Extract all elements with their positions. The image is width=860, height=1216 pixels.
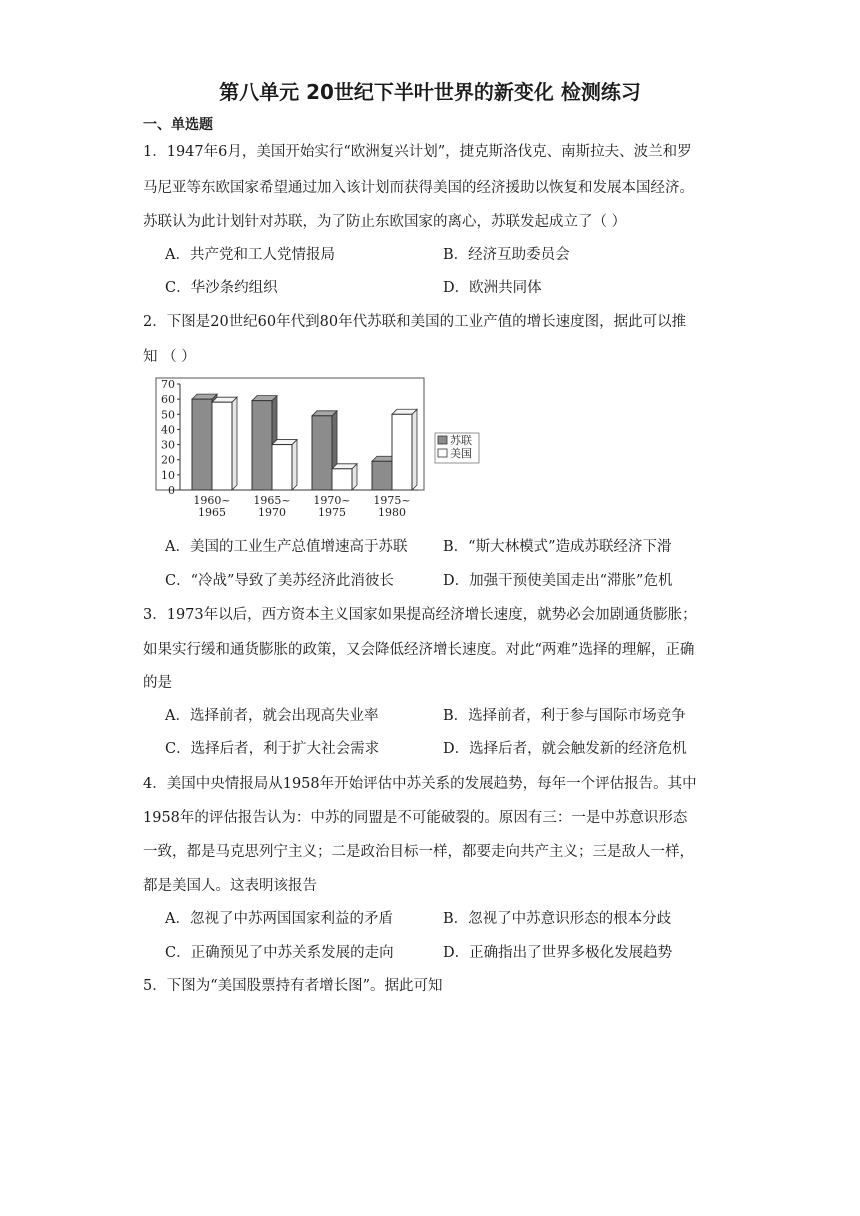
y-tick-label: 20 (161, 453, 175, 467)
x-tick-label: 1970 (258, 506, 286, 519)
legend-swatch (438, 436, 447, 444)
bar-ussr (372, 461, 392, 490)
q4-option-a: A．忽视了中苏两国国家利益的矛盾 (165, 911, 393, 927)
q3-option-a: A．选择前者，就会出现高失业率 (165, 708, 379, 724)
q1-line-3: 苏联认为此计划针对苏联，为了防止东欧国家的离心，苏联发起成立了（ ） (143, 214, 627, 230)
q1-option-c: C．华沙条约组织 (165, 280, 278, 296)
q4-option-d: D．正确指出了世界多极化发展趋势 (443, 945, 673, 961)
q3-line-1: 3．1973年以后，西方资本主义国家如果提高经济增长速度，就势必会加剧通货膨胀； (143, 607, 697, 623)
bar-side (292, 440, 297, 490)
section-heading: 一、单选题 (143, 117, 213, 133)
y-tick-label: 30 (161, 438, 175, 452)
q1-line-1: 1．1947年6月，美国开始实行“欧洲复兴计划”，捷克斯洛伐克、南斯拉夫、波兰和罗 (143, 144, 692, 160)
bar-side (232, 397, 237, 490)
y-tick-label: 0 (168, 484, 175, 497)
legend-swatch (438, 449, 447, 457)
q2-option-d: D．加强干预使美国走出“滞胀”危机 (443, 573, 673, 589)
growth-bar-chart (148, 374, 498, 524)
q3-option-c: C．选择后者，利于扩大社会需求 (165, 741, 380, 757)
q4-option-b: B．忽视了中苏意识形态的根本分歧 (443, 911, 672, 927)
legend-label: 苏联 (450, 434, 472, 447)
y-tick-label: 10 (161, 468, 175, 482)
bar-ussr (252, 401, 272, 490)
bar-top (392, 409, 417, 414)
q3-line-3: 的是 (143, 675, 172, 691)
x-tick-label: 1965~ (253, 494, 291, 507)
bar-top (192, 394, 217, 399)
q4-option-c: C．正确预见了中苏关系发展的走向 (165, 945, 394, 961)
bar-ussr (192, 399, 212, 490)
q1-option-b: B．经济互助委员会 (443, 247, 570, 263)
q2-line-2: 知 （ ） (143, 349, 196, 365)
bar-side (412, 409, 417, 490)
y-tick-label: 50 (161, 408, 175, 422)
q4-line-3: 一致，都是马克思列宁主义；二是政治目标一样，都要走向共产主义；三是敌人一样， (143, 844, 694, 860)
bar-usa (332, 469, 352, 490)
x-tick-label: 1975~ (373, 494, 411, 507)
q1-option-d: D．欧洲共同体 (443, 280, 542, 296)
x-tick-label: 1960~ (193, 494, 231, 507)
q4-line-2: 1958年的评估报告认为：中苏的同盟是不可能破裂的。原因有三：一是中苏意识形态 (143, 810, 688, 826)
bar-top (212, 397, 237, 402)
x-tick-label: 1975 (318, 506, 346, 519)
bar-top (272, 440, 297, 445)
q4-line-4: 都是美国人。这表明该报告 (143, 878, 317, 894)
bar-usa (272, 445, 292, 490)
y-tick-label: 70 (161, 378, 175, 391)
q2-option-a: A．美国的工业生产总值增速高于苏联 (165, 539, 408, 555)
bar-top (332, 464, 357, 469)
q1-line-2: 马尼亚等东欧国家希望通过加入该计划而获得美国的经济援助以恢复和发展本国经济。 (143, 180, 694, 196)
y-tick-label: 40 (161, 423, 175, 437)
bar-usa (392, 414, 412, 490)
q2-option-b: B．“斯大林模式”造成苏联经济下滑 (443, 539, 672, 555)
y-tick-label: 60 (161, 393, 175, 407)
page-title: 第八单元 20世纪下半叶世界的新变化 检测练习 (219, 80, 641, 104)
bar-top (252, 396, 277, 401)
x-tick-label: 1980 (378, 506, 406, 519)
q3-line-2: 如果实行缓和通货膨胀的政策，又会降低经济增长速度。对此“两难”选择的理解，正确 (143, 642, 695, 658)
q3-option-b: B．选择前者，利于参与国际市场竞争 (443, 708, 686, 724)
q2-option-c: C．“冷战”导致了美苏经济此消彼长 (165, 573, 394, 589)
x-tick-label: 1965 (198, 506, 226, 519)
q1-option-a: A．共产党和工人党情报局 (165, 247, 335, 263)
q2-line-1: 2．下图是20世纪60年代到80年代苏联和美国的工业产值的增长速度图，据此可以推 (143, 314, 687, 330)
x-tick-label: 1970~ (313, 494, 351, 507)
q5-line-1: 5．下图为“美国股票持有者增长图”。据此可知 (143, 978, 443, 994)
q4-line-1: 4．美国中央情报局从1958年开始评估中苏关系的发展趋势，每年一个评估报告。其中 (143, 776, 697, 792)
bar-top (312, 411, 337, 416)
legend-label: 美国 (450, 447, 472, 460)
bar-usa (212, 402, 232, 490)
q3-option-d: D．选择后者，就会触发新的经济危机 (443, 741, 687, 757)
bar-ussr (312, 416, 332, 490)
